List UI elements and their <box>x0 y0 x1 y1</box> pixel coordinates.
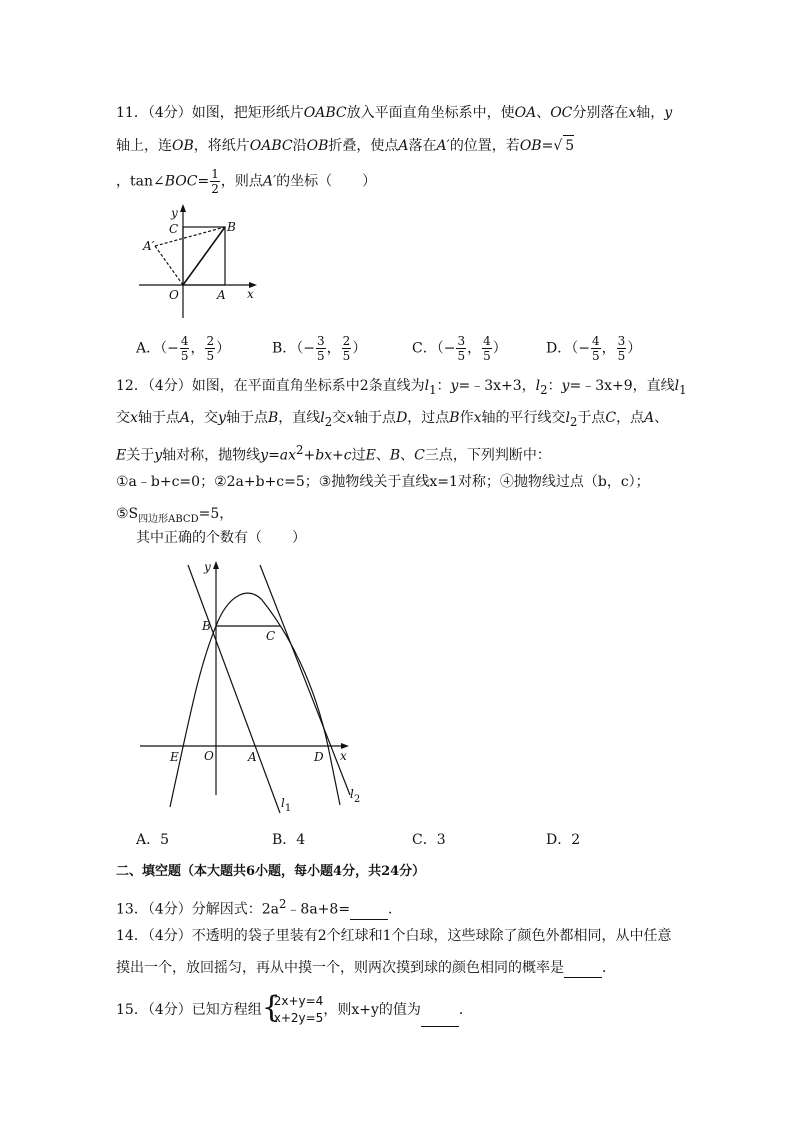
q11-option-c[interactable]: C．（− $\frac{3}{5}$ ， $\frac{4}{5}$ ） <box>412 334 507 363</box>
q14-answer-blank[interactable] <box>564 963 602 978</box>
q11-label-aprime: A′ <box>143 239 155 253</box>
q15-equation-system: { 2x+y=4 x+2y=5 <box>261 990 324 1025</box>
q11-number: 11．（4分） <box>116 105 192 121</box>
q12-line-6: 其中正确的个数有（ ） <box>136 530 306 546</box>
q11-option-d[interactable]: D．（− $\frac{4}{5}$ ， $\frac{3}{5}$ ） <box>546 334 642 363</box>
q11-label-o: O <box>169 288 179 302</box>
q12-line-3: E关于y轴对称，抛物线$y=ax^2+bx+c$过E、B、C三点，下列判断中： <box>116 443 551 464</box>
q12-line-2: 交x轴于点A，交y轴于点B，直线$l_2$交x轴于点D，过点B作x轴的平行线交$l_2$于点C，点A、 <box>116 410 669 429</box>
q12-option-c[interactable]: C．3 <box>412 832 446 848</box>
q11-label-a: A <box>217 288 226 302</box>
q12-label-y: y <box>204 560 211 574</box>
q12-parabola <box>170 593 340 807</box>
q11-dashed-ao <box>155 246 183 285</box>
q11-figure <box>135 200 265 320</box>
q11-dashed-ab <box>155 227 225 246</box>
q12-line-5: $⑤S_{四边形ABCD}=5$， <box>116 506 234 525</box>
q12-label-e: E <box>170 750 179 764</box>
q12-label-d: D <box>314 750 324 764</box>
q12-label-c: C <box>266 629 276 643</box>
q11-diagonal-ob <box>183 227 225 285</box>
q12-label-x: x <box>340 749 347 763</box>
q11-label-y: y <box>171 206 178 220</box>
q12-label-l2: $l_2$ <box>350 787 361 805</box>
q12-label-o: O <box>204 749 214 763</box>
q11-label-b: B <box>227 220 236 234</box>
section-2-heading: 二、填空题（本大题共6小题，每小题4分，共24分） <box>116 864 426 879</box>
q13-answer-blank[interactable] <box>350 905 388 920</box>
q12-option-a[interactable]: A．5 <box>136 832 170 848</box>
q14-line-2: 摸出一个，放回摇匀，再从中摸一个，则两次摸到球的颜色相同的概率是 ． <box>116 960 616 976</box>
q12-figure <box>130 555 370 820</box>
q15-line: 15．（4分）已知方程组 { 2x+y=4 x+2y=5 ，则x+y的值为 ． <box>116 990 473 1025</box>
q11-label-x: x <box>247 287 254 301</box>
q11-line-3: ，tan∠BOC= $\frac{1}{2}$ ，则点A′的坐标（ ） <box>116 167 377 196</box>
q15-answer-blank[interactable] <box>421 1012 459 1027</box>
q12-option-b[interactable]: B．4 <box>272 832 306 848</box>
q11-option-a[interactable]: A．（− $\frac{4}{5}$ ， $\frac{2}{5}$ ） <box>136 334 231 363</box>
q12-line-l2 <box>260 565 350 795</box>
q12-label-a: A <box>248 750 257 764</box>
q11-label-c: C <box>169 222 179 236</box>
q13-line: 13．（4分）分解因式：$2a^2﹣8a+8=$ ． <box>116 897 403 918</box>
q12-line-1: 12．（4分）如图，在平面直角坐标系中2条直线为$l_1$：y=﹣3x+3，$l_2$：y=﹣3x+9，直线$l_1$ <box>116 378 687 397</box>
q14-line-1: 14．（4分）不透明的袋子里装有2个红球和1个白球，这些球除了颜色外都相同，从中任意 <box>116 928 672 944</box>
q12-number: 12．（4分） <box>116 378 192 394</box>
q11-option-b[interactable]: B．（− $\frac{3}{5}$ ， $\frac{2}{5}$ ） <box>272 334 367 363</box>
q12-label-l1: $l_1$ <box>281 796 292 814</box>
q12-option-d[interactable]: D．2 <box>546 832 581 848</box>
q12-line-l1 <box>188 565 280 813</box>
q12-label-b: B <box>202 619 211 633</box>
q11-line-1: 11．（4分）如图，把矩形纸片OABC放入平面直角坐标系中，使OA、OC分别落在x轴，y <box>116 105 673 121</box>
fraction-one-half: $\frac{1}{2}$ <box>211 167 219 196</box>
q12-line-4: ①a﹣b+c=0；②2a+b+c=5；③抛物线关于直线x=1对称；④抛物线过点（b，c）； <box>116 474 650 490</box>
q11-line-2: 轴上，连OB，将纸片OABC沿OB折叠，使点A落在A′的位置，若OB=√ 5 <box>116 135 574 156</box>
